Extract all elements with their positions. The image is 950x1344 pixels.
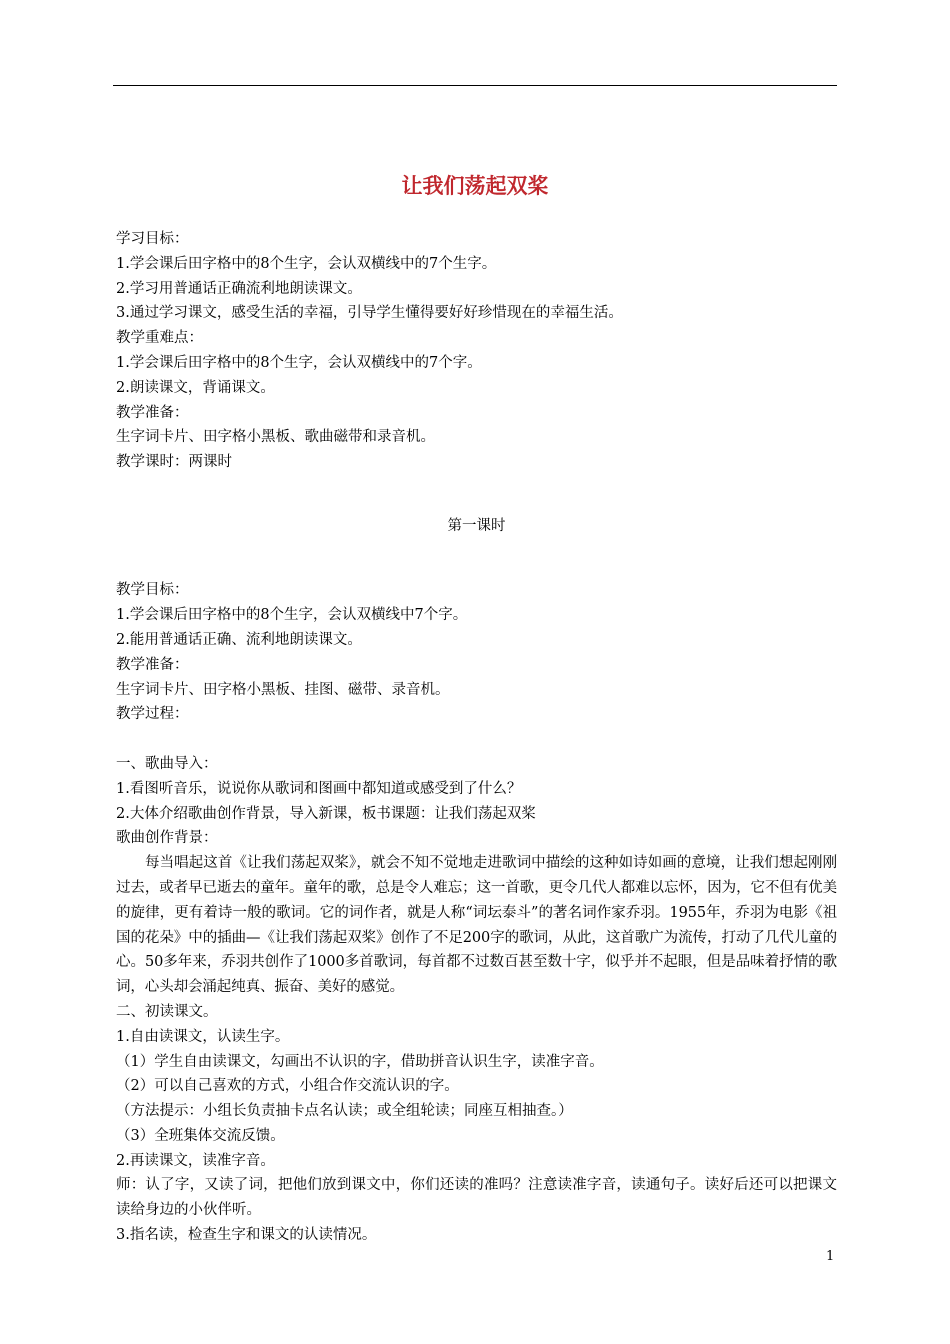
section-item: 1.看图听音乐，说说你从歌词和图画中都知道或感受到了什么？: [116, 780, 522, 797]
lesson-goals-heading: 教学目标：: [116, 582, 189, 599]
step-item: 1.自由读课文，认读生字。: [116, 1028, 290, 1045]
lesson-prep-text: 生字词卡片、田字格小黑板、挂图、磁带、录音机。: [116, 681, 450, 698]
header-rule: [113, 85, 837, 86]
goals-heading: 学习目标：: [116, 231, 189, 247]
class-hours: 教学课时：两课时: [116, 454, 232, 471]
page-number: 1: [826, 1249, 835, 1264]
preparation-text: 生字词卡片、田字格小黑板、歌曲磁带和录音机。: [116, 429, 435, 446]
goal-item: 3.通过学习课文，感受生活的幸福，引导学生懂得要好好珍惜现在的幸福生活。: [116, 305, 623, 322]
section-heading: 二、初读课文。: [116, 1003, 218, 1020]
background-paragraph: 每当唱起这首《让我们荡起双桨》，就会不知不觉地走进歌词中描绘的这种如诗如画的意境，让我们想起刚刚过去，或者早已逝去的童年。童年的歌，总是令人难忘；这一首歌，更令几代人都难以忘怀，因为，它不但有优美的旋律，更有着诗一般的歌词。它的词作者，就是人称“词坛泰斗”的著名词作家乔羽。1955年，乔羽为电影《祖国的花朵》中的插曲—《让我们荡起双桨》创作了不足200字的歌词，从此，这首歌广为流传，打动了几代儿童的心。50多年来，乔羽共创作了1000多首歌词，每首都不过数百甚至数十字，似乎并不起眼，但是品味着抒情的歌词，心头却会涌起纯真、振奋、美好的感觉。: [116, 855, 837, 996]
process-heading: 教学过程：: [116, 706, 189, 723]
preparation-heading: 教学准备：: [116, 404, 189, 421]
difficulty-item: 2.朗读课文，背诵课文。: [116, 379, 275, 396]
lesson-goal-item: 2.能用普通话正确、流利地朗读课文。: [116, 631, 362, 648]
goal-item: 2.学习用普通话正确流利地朗读课文。: [116, 280, 362, 297]
teacher-instruction: 师：认了字，又读了词，把他们放到课文中，你们还读的准吗？注意读准字音，读通句子。读好后还可以把课文读给身边的小伙伴听。: [116, 1177, 837, 1219]
section-heading: 一、歌曲导入：: [116, 755, 218, 772]
document-title: 让我们荡起双桨: [401, 174, 549, 198]
section-item: 2.大体介绍歌曲创作背景，导入新课，板书课题：让我们荡起双桨: [116, 805, 536, 822]
step-item: 3.指名读，检查生字和课文的认读情况。: [116, 1227, 377, 1244]
sub-step-item: （1）学生自由读课文，勾画出不认识的字，借助拼音认识生字，读准字音。: [116, 1053, 604, 1070]
method-tip: （方法提示：小组长负责抽卡点名认读；或全组轮读；同座互相抽查。）: [116, 1103, 573, 1120]
document-body: [116, 227, 837, 1248]
step-item: 2.再读课文，读准字音。: [116, 1152, 275, 1169]
lesson-prep-heading: 教学准备：: [116, 656, 189, 673]
difficulty-item: 1.学会课后田字格中的8个生字，会认双横线中的7个字。: [116, 354, 482, 371]
sub-step-item: （2）可以自己喜欢的方式，小组合作交流认识的字。: [116, 1078, 459, 1095]
sub-step-item: （3）全班集体交流反馈。: [116, 1127, 285, 1144]
difficulties-heading: 教学重难点：: [116, 330, 203, 347]
lesson-heading: 第一课时: [447, 518, 506, 535]
lesson-goal-item: 1.学会课后田字格中的8个生字，会认双横线中7个字。: [116, 607, 468, 624]
background-heading: 歌曲创作背景：: [116, 830, 218, 847]
goal-item: 1.学会课后田字格中的8个生字，会认双横线中的7个生字。: [116, 255, 497, 272]
